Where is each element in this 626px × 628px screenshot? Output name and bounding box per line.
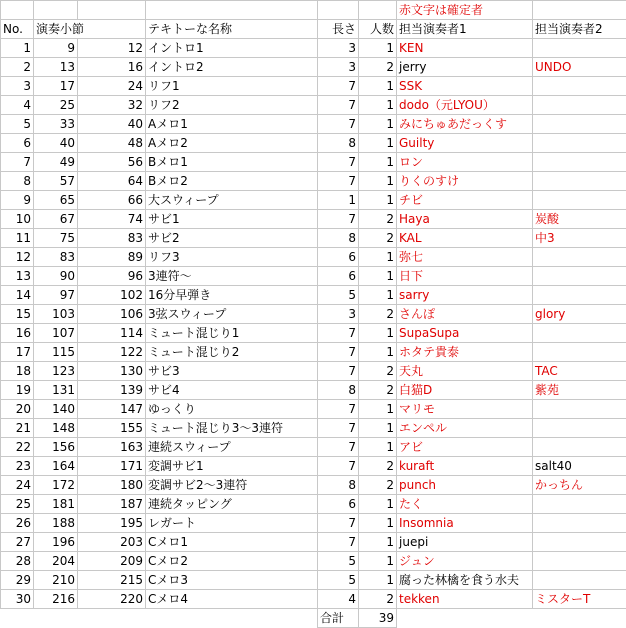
- player1: エンペル: [397, 419, 533, 438]
- measure-end: 171: [78, 457, 146, 476]
- row-no: 6: [1, 134, 34, 153]
- section-name: 16分早弾き: [146, 286, 318, 305]
- header-row: [1, 20, 626, 39]
- table-row: [1, 153, 626, 172]
- section-length: 7: [318, 362, 359, 381]
- measure-start: 9: [34, 39, 78, 58]
- section-name: リフ1: [146, 77, 318, 96]
- player-count: 1: [359, 533, 397, 552]
- table-row: [1, 191, 626, 210]
- section-name: サビ1: [146, 210, 318, 229]
- player2: [533, 134, 626, 153]
- table-row: [1, 362, 626, 381]
- table-row: [1, 438, 626, 457]
- player2: [533, 115, 626, 134]
- player-count: 1: [359, 267, 397, 286]
- table-row: [1, 134, 626, 153]
- player2: [533, 77, 626, 96]
- table-row: [1, 229, 626, 248]
- player-count: 1: [359, 400, 397, 419]
- row-no: 29: [1, 571, 34, 590]
- player1: さんぽ: [397, 305, 533, 324]
- player1: Haya: [397, 210, 533, 229]
- measure-start: 148: [34, 419, 78, 438]
- player-count: 1: [359, 324, 397, 343]
- measure-end: 96: [78, 267, 146, 286]
- player-count: 1: [359, 571, 397, 590]
- section-length: 5: [318, 552, 359, 571]
- measure-start: 140: [34, 400, 78, 419]
- measure-end: 147: [78, 400, 146, 419]
- section-length: 8: [318, 229, 359, 248]
- measure-end: 102: [78, 286, 146, 305]
- row-no: 19: [1, 381, 34, 400]
- player2: [533, 495, 626, 514]
- row-no: 12: [1, 248, 34, 267]
- section-name: リフ2: [146, 96, 318, 115]
- player2: [533, 514, 626, 533]
- player2: glory: [533, 305, 626, 324]
- table-row: [1, 39, 626, 58]
- row-no: 2: [1, 58, 34, 77]
- table-row: [1, 210, 626, 229]
- measure-start: 17: [34, 77, 78, 96]
- player-count: 1: [359, 286, 397, 305]
- player1: tekken: [397, 590, 533, 609]
- measure-start: 210: [34, 571, 78, 590]
- measure-end: 16: [78, 58, 146, 77]
- header-measures: 演奏小節: [34, 20, 146, 39]
- player1: 腐った林檎を食う水夫: [397, 571, 533, 590]
- row-no: 27: [1, 533, 34, 552]
- row-no: 1: [1, 39, 34, 58]
- table-row: [1, 495, 626, 514]
- section-name: 変調サビ2～3連符: [146, 476, 318, 495]
- measure-end: 83: [78, 229, 146, 248]
- table-row: [1, 96, 626, 115]
- measure-start: 156: [34, 438, 78, 457]
- player1: SupaSupa: [397, 324, 533, 343]
- table-row: [1, 172, 626, 191]
- row-no: 17: [1, 343, 34, 362]
- player1: jerry: [397, 58, 533, 77]
- player-count: 2: [359, 229, 397, 248]
- measure-end: 24: [78, 77, 146, 96]
- player1: kuraft: [397, 457, 533, 476]
- player-count: 1: [359, 191, 397, 210]
- player1: 弥七: [397, 248, 533, 267]
- player2: 炭酸: [533, 210, 626, 229]
- table-row: [1, 381, 626, 400]
- section-name: 連続タッピング: [146, 495, 318, 514]
- section-length: 7: [318, 77, 359, 96]
- measure-end: 163: [78, 438, 146, 457]
- measure-end: 12: [78, 39, 146, 58]
- section-name: ミュート混じり2: [146, 343, 318, 362]
- table-row: [1, 343, 626, 362]
- section-length: 7: [318, 172, 359, 191]
- total-row: [1, 609, 626, 628]
- total-label: 合計: [318, 609, 359, 628]
- player1: ホタテ貴泰: [397, 343, 533, 362]
- section-name: ミュート混じり3～3連符: [146, 419, 318, 438]
- player2: かっちん: [533, 476, 626, 495]
- row-no: 21: [1, 419, 34, 438]
- section-length: 3: [318, 39, 359, 58]
- total-value: 39: [359, 609, 397, 628]
- player-count: 1: [359, 77, 397, 96]
- section-length: 1: [318, 191, 359, 210]
- table-row: [1, 552, 626, 571]
- section-name: Cメロ4: [146, 590, 318, 609]
- section-length: 3: [318, 58, 359, 77]
- measure-end: 209: [78, 552, 146, 571]
- measure-start: 123: [34, 362, 78, 381]
- player2: 中3: [533, 229, 626, 248]
- player2: [533, 153, 626, 172]
- section-length: 4: [318, 590, 359, 609]
- measure-start: 90: [34, 267, 78, 286]
- section-length: 5: [318, 571, 359, 590]
- section-name: 大スウィープ: [146, 191, 318, 210]
- measure-end: 32: [78, 96, 146, 115]
- section-length: 8: [318, 134, 359, 153]
- measure-end: 215: [78, 571, 146, 590]
- section-name: Bメロ1: [146, 153, 318, 172]
- table-row: [1, 115, 626, 134]
- player2: 紫苑: [533, 381, 626, 400]
- section-length: 7: [318, 96, 359, 115]
- row-no: 18: [1, 362, 34, 381]
- section-name: ゆっくり: [146, 400, 318, 419]
- section-name: Bメロ2: [146, 172, 318, 191]
- row-no: 14: [1, 286, 34, 305]
- row-no: 4: [1, 96, 34, 115]
- player1: たく: [397, 495, 533, 514]
- player-count: 2: [359, 476, 397, 495]
- table-row: [1, 514, 626, 533]
- player1: 白猫D: [397, 381, 533, 400]
- player2: [533, 552, 626, 571]
- measure-start: 75: [34, 229, 78, 248]
- measure-start: 49: [34, 153, 78, 172]
- row-no: 8: [1, 172, 34, 191]
- measure-start: 196: [34, 533, 78, 552]
- section-length: 3: [318, 305, 359, 324]
- section-name: Aメロ1: [146, 115, 318, 134]
- row-no: 30: [1, 590, 34, 609]
- section-name: サビ2: [146, 229, 318, 248]
- section-length: 7: [318, 343, 359, 362]
- player-count: 2: [359, 457, 397, 476]
- measure-end: 187: [78, 495, 146, 514]
- header-player1: 担当演奏者1: [397, 20, 533, 39]
- section-length: 8: [318, 476, 359, 495]
- section-name: 連続スウィープ: [146, 438, 318, 457]
- measure-end: 195: [78, 514, 146, 533]
- player2: [533, 96, 626, 115]
- player1: dodo（元LYOU）: [397, 96, 533, 115]
- measure-start: 172: [34, 476, 78, 495]
- table-row: [1, 419, 626, 438]
- table-row: [1, 248, 626, 267]
- row-no: 23: [1, 457, 34, 476]
- section-name: サビ3: [146, 362, 318, 381]
- player1: 日下: [397, 267, 533, 286]
- player-count: 2: [359, 58, 397, 77]
- measure-start: 204: [34, 552, 78, 571]
- player1: ジュン: [397, 552, 533, 571]
- measure-start: 103: [34, 305, 78, 324]
- table-row: [1, 267, 626, 286]
- player2: ミスターT: [533, 590, 626, 609]
- player1: チビ: [397, 191, 533, 210]
- measure-end: 40: [78, 115, 146, 134]
- player1: りくのすけ: [397, 172, 533, 191]
- measure-end: 122: [78, 343, 146, 362]
- player2: [533, 438, 626, 457]
- section-name: レガート: [146, 514, 318, 533]
- row-no: 3: [1, 77, 34, 96]
- measure-start: 188: [34, 514, 78, 533]
- player1: SSK: [397, 77, 533, 96]
- measure-end: 89: [78, 248, 146, 267]
- player-count: 1: [359, 514, 397, 533]
- row-no: 24: [1, 476, 34, 495]
- section-name: Aメロ2: [146, 134, 318, 153]
- measure-start: 164: [34, 457, 78, 476]
- section-length: 6: [318, 495, 359, 514]
- player-count: 1: [359, 115, 397, 134]
- section-length: 7: [318, 210, 359, 229]
- section-name: リフ3: [146, 248, 318, 267]
- row-no: 26: [1, 514, 34, 533]
- section-name: イントロ1: [146, 39, 318, 58]
- player-count: 1: [359, 172, 397, 191]
- table-row: [1, 533, 626, 552]
- player2: [533, 172, 626, 191]
- table-row: [1, 305, 626, 324]
- section-length: 7: [318, 533, 359, 552]
- note-row: [1, 1, 626, 20]
- measure-end: 155: [78, 419, 146, 438]
- section-name: 3連符～: [146, 267, 318, 286]
- section-length: 5: [318, 286, 359, 305]
- table-row: [1, 77, 626, 96]
- confirmed-note: 赤文字は確定者: [397, 1, 533, 20]
- player2: TAC: [533, 362, 626, 381]
- section-name: イントロ2: [146, 58, 318, 77]
- player2: [533, 267, 626, 286]
- player1: Insomnia: [397, 514, 533, 533]
- player2: [533, 571, 626, 590]
- table-row: [1, 58, 626, 77]
- player2: [533, 533, 626, 552]
- measure-end: 64: [78, 172, 146, 191]
- row-no: 16: [1, 324, 34, 343]
- measure-end: 74: [78, 210, 146, 229]
- player1: アビ: [397, 438, 533, 457]
- player-count: 2: [359, 362, 397, 381]
- table-row: [1, 286, 626, 305]
- player-count: 2: [359, 381, 397, 400]
- measure-start: 181: [34, 495, 78, 514]
- header-name: テキトーな名称: [146, 20, 318, 39]
- player-count: 1: [359, 438, 397, 457]
- player1: sarry: [397, 286, 533, 305]
- section-name: サビ4: [146, 381, 318, 400]
- section-length: 7: [318, 514, 359, 533]
- table-row: [1, 476, 626, 495]
- section-length: 7: [318, 457, 359, 476]
- table-row: [1, 457, 626, 476]
- player1: juepi: [397, 533, 533, 552]
- section-length: 8: [318, 381, 359, 400]
- measure-start: 216: [34, 590, 78, 609]
- row-no: 11: [1, 229, 34, 248]
- measure-start: 33: [34, 115, 78, 134]
- measure-end: 48: [78, 134, 146, 153]
- table-row: [1, 324, 626, 343]
- section-name: Cメロ3: [146, 571, 318, 590]
- table-row: [1, 590, 626, 609]
- player1: ロン: [397, 153, 533, 172]
- player2: salt40: [533, 457, 626, 476]
- header-no: No.: [1, 20, 34, 39]
- row-no: 7: [1, 153, 34, 172]
- row-no: 25: [1, 495, 34, 514]
- measure-start: 107: [34, 324, 78, 343]
- section-name: ミュート混じり1: [146, 324, 318, 343]
- player-count: 1: [359, 419, 397, 438]
- player1: KAL: [397, 229, 533, 248]
- row-no: 10: [1, 210, 34, 229]
- section-length: 7: [318, 115, 359, 134]
- measure-end: 66: [78, 191, 146, 210]
- measure-end: 139: [78, 381, 146, 400]
- measure-start: 67: [34, 210, 78, 229]
- header-length: 長さ: [318, 20, 359, 39]
- measure-start: 13: [34, 58, 78, 77]
- measure-end: 56: [78, 153, 146, 172]
- row-no: 5: [1, 115, 34, 134]
- measure-end: 130: [78, 362, 146, 381]
- header-count: 人数: [359, 20, 397, 39]
- player2: [533, 343, 626, 362]
- table-row: [1, 400, 626, 419]
- measure-start: 115: [34, 343, 78, 362]
- section-length: 7: [318, 324, 359, 343]
- measure-end: 106: [78, 305, 146, 324]
- player2: [533, 324, 626, 343]
- player1: Guilty: [397, 134, 533, 153]
- section-name: 3弦スウィープ: [146, 305, 318, 324]
- section-name: Cメロ2: [146, 552, 318, 571]
- measure-start: 65: [34, 191, 78, 210]
- section-length: 7: [318, 400, 359, 419]
- player1: みにちゅあだっくす: [397, 115, 533, 134]
- measure-start: 83: [34, 248, 78, 267]
- section-name: 変調サビ1: [146, 457, 318, 476]
- player-count: 1: [359, 134, 397, 153]
- player2: [533, 191, 626, 210]
- player1: KEN: [397, 39, 533, 58]
- player2: UNDO: [533, 58, 626, 77]
- player-count: 1: [359, 248, 397, 267]
- measure-end: 220: [78, 590, 146, 609]
- player-count: 2: [359, 590, 397, 609]
- measure-end: 203: [78, 533, 146, 552]
- measure-end: 180: [78, 476, 146, 495]
- row-no: 9: [1, 191, 34, 210]
- player2: [533, 39, 626, 58]
- player2: [533, 419, 626, 438]
- section-length: 6: [318, 248, 359, 267]
- player2: [533, 400, 626, 419]
- player1: マリモ: [397, 400, 533, 419]
- row-no: 28: [1, 552, 34, 571]
- player2: [533, 248, 626, 267]
- section-length: 7: [318, 419, 359, 438]
- player-count: 1: [359, 343, 397, 362]
- header-player2: 担当演奏者2: [533, 20, 626, 39]
- row-no: 15: [1, 305, 34, 324]
- section-length: 7: [318, 438, 359, 457]
- row-no: 13: [1, 267, 34, 286]
- player-count: 1: [359, 96, 397, 115]
- measure-end: 114: [78, 324, 146, 343]
- section-name: Cメロ1: [146, 533, 318, 552]
- player-count: 1: [359, 552, 397, 571]
- player-count: 1: [359, 39, 397, 58]
- measure-start: 25: [34, 96, 78, 115]
- row-no: 20: [1, 400, 34, 419]
- player-count: 1: [359, 495, 397, 514]
- measure-start: 40: [34, 134, 78, 153]
- section-length: 7: [318, 153, 359, 172]
- table-row: [1, 571, 626, 590]
- player-count: 2: [359, 305, 397, 324]
- player1: 天丸: [397, 362, 533, 381]
- player-count: 2: [359, 210, 397, 229]
- measure-start: 97: [34, 286, 78, 305]
- player2: [533, 286, 626, 305]
- player1: punch: [397, 476, 533, 495]
- measure-start: 57: [34, 172, 78, 191]
- section-length: 6: [318, 267, 359, 286]
- measure-start: 131: [34, 381, 78, 400]
- row-no: 22: [1, 438, 34, 457]
- player-count: 1: [359, 153, 397, 172]
